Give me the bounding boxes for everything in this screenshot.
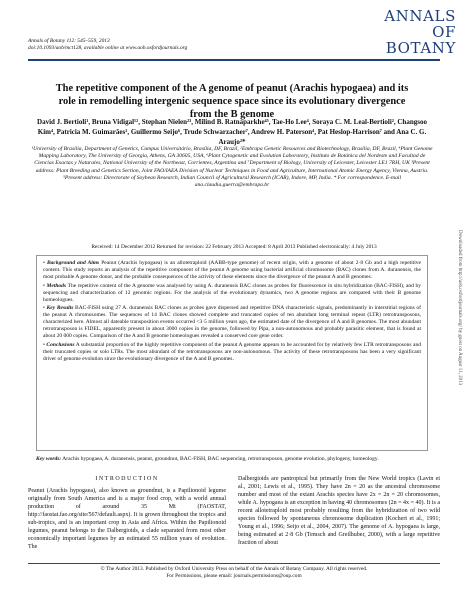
body-column-left [28, 475, 226, 551]
abstract-lead: Background and Aims [46, 260, 100, 266]
logo-line-1: ANNALS OF [384, 7, 456, 41]
abstract-box [36, 255, 428, 451]
logo-line-2: BOTANY [385, 39, 456, 57]
keywords [36, 456, 428, 463]
copyright-footer [28, 563, 440, 579]
journal-line-2: doi:10.1093/aob/mct128, available online at www.aob.oxfordjournals.org [28, 45, 188, 51]
copyright-line: © The Author 2013. Published by Oxford University Press on behalf of the Annals of Botany Company. All rights reserved. [100, 566, 368, 572]
intro-paragraph: Peanut (Arachis hypogaea), also known as groundnut, is a Papilionoid legume originally from South America and is a major food crop, with a world annual production of around 35 Mt (FAOSTAT, http://faostat.fao.org/site/567/default.aspx). It is grown throughout the tropics and sub-tropics, and is an important crop in Asia and Africa. Within the Papilionoid legumes, peanut belongs to the Dalbergioids, a clade separated from most other economically important legumes by an estimated 55 million years of evolution. The [28, 488, 226, 550]
abstract-paragraph: • Background and Aims Peanut (Arachis hypogaea) is an allotetraploid (AABB-type genome) of recent origin, with a genome of about 2·8 Gb and a high repetitive content. This study reports an analysis of the repetitive component of the peanut A genome using bacterial artificial chromosome (BAC) clones from A. duranensis, the most probable A genome donor, and the probable consequences of the activity of these elements since the divergence of the peanut A and B genomes. [43, 260, 421, 280]
abstract-paragraph: • Key Results BAC-FISH using 27 A. duranensis BAC clones as probes gave dispersed and repetitive DNA characteristic signals, predominantly in interstitial regions of the peanut A chromosomes. The sequences of 14 BAC clones showed complete and truncated copies of ten abundant long terminal repeat (LTR) retrotransposons, characterized here. Almost all dateable transposition events occurred <3·5 million years ago, the estimated date of the divergence of A and B genomes. The most abundant retrotransposon is FIDEL, apparently present in about 3000 copies in the genome, followed by Pipa, a non-autonomous and probably parasitic element, that is found at about 20 000 copies. Comparison of the A and B genome homeologues revealed a conserved core gene order. [43, 305, 422, 340]
abstract-paragraph: • Conclusions A substantial proportion of the highly repetitive component of the peanut A genome appears to be accounted for by relatively few LTR retrotransposons and their truncated copies or solo LTRs. The most abundant of the retrotransposons are non-autonomous. The activity of these retrotransposons has been a very significant driver of genome evolution since the evolutionary divergence of the A and B genomes. [43, 341, 421, 362]
abstract-lead: Conclusions [46, 341, 75, 348]
publication-history: Received: 14 December 2012 Returned for revision: 22 February 2013 Accepted: 8 April 2013 Published electronically: 4 July 2013 [91, 244, 377, 250]
download-watermark: Downloaded from http://aob.oxfordjournals.org/ by guest on August 11, 2013 [457, 230, 462, 386]
journal-line-1: Annals of Botany 112: 545–559, 2013 [28, 38, 110, 44]
keywords-label: Key words: [36, 456, 62, 462]
journal-citation [28, 38, 328, 52]
keywords-text: Arachis hypogaea, A. duranensis, peanut, groundnut, BAC-FISH, BAC sequencing, retrotransposon, genome evolution, phylogeny, homeology. [62, 456, 379, 462]
abstract-text: A substantial proportion of the highly repetitive component of the peanut A genome appears to be accounted for by relatively few LTR retrotransposons and their truncated copies or solo LTRs. The most abundant of the retrotransposons are non-autonomous. The activity of these retrotransposons has been a very significant driver of genome evolution since the evolutionary divergence of the A and B genomes. [43, 341, 421, 362]
abstract-lead: Methods [46, 282, 67, 289]
intro-paragraph-continued: Dalbergioids are pantropical but primarily from the New World tropics (Lavin et al., 2001; Lewis et al., 1995). They have 2n = 20 as the ancestral chromosome number and most of the extant Arachis species have 2x = 2n = 20 chromosomes, while A. hypogaea is an exception in having 40 chromosomes (2n = 4x = 40). It is a recent allotetraploid most probably resulting from the hybridization of two wild species followed by spontaneous chromosome duplication (Kochert et al., 1991; Young et al., 1996; Seijo et al., 2004, 2007). The genome of A. hypogaea is large, being estimated at 2·8 Gb (Temsch and Greilhuber, 2000), with a large repetitive fraction of about [238, 476, 440, 546]
abstract-paragraph: • Methods The repetitive content of the A genome was analysed by using A. duranensis BAC clones as probes for fluorescence in situ hybridization (BAC-FISH), and by sequencing and characterization of 12 genomic regions. For the analysis of the evolutionary dynamics, two A genome regions are compared with their B genome homeologues. [43, 282, 421, 303]
abstract-lead: Key Results [46, 305, 74, 312]
body-column-right [238, 475, 440, 547]
affiliations: ¹University of Brasília, Department of Genetics, Campus Universitário, Brasília, DF, Brazil, ²Embrapa Genetic Resources and Biotechnology, Brasília, DF, Brazil, ⁴Plant Genome Mapping Laboratory, The University of Georgia, Athens, GA 30605, USA, ⁶Plant Cytogenetic and Evolution Laboratory, Instituto de Botánica del Nordeste and Facultad de Ciencias Exactas y Naturales, National University of the Northeast, Corrientes, Argentina and ⁷Department of Biology, University of Leicester, Leicester LE1 7RH, UK ³Present address: Plant Breeding and Genetics Section, Joint FAO/IAEA Division of Nuclear Techniques in Food and Agriculture, International Atomic Energy Agency, Vienna, Austria. ⁵Present address: Directorate of Soybean Research, Indian Council of Agricultural Research (ICAR), Indore, MP, India. * For correspondence. E-mail ana.claudia.guerra@embrapa.br [31, 146, 433, 189]
author-list: David J. Bertioli¹, Bruna Vidigal¹², Stephan Nielen²³, Milind B. Ratnaparkhe⁴⁵, Tae-Ho Lee⁴, Soraya C. M. Leal-Bertioli², Changsoo Kim⁴, Patricia M. Guimarães², Guillermo Seijo⁶, Trude Schwarzacher⁷, Andrew H. Paterson⁴, Pat Heslop-Harrison⁷ and Ana C. G. Araujo²* [37, 118, 427, 146]
header-rule [28, 59, 440, 61]
permissions-line: For Permissions, please email: journals.permissions@oup.com [166, 572, 302, 579]
abstract-text: BAC-FISH using 27 A. duranensis BAC clones as probes gave dispersed and repetitive DNA characteristic signals, predominantly in interstitial regions of the peanut A chromosomes. The sequences of 14 BAC clones showed complete and truncated copies of ten abundant long terminal repeat (LTR) retrotransposons, characterized here. Almost all dateable transposition events occurred <3·5 million years ago, the estimated date of the divergence of A and B genomes. The most abundant retrotransposon is FIDEL, apparently present in about 3000 copies in the genome, followed by Pipa, a non-autonomous and probably parasitic element, that is found at about 20 000 copies. Comparison of the A and B genome homeologues revealed a conserved core gene order. [43, 305, 422, 340]
abstract-text: The repetitive content of the A genome was analysed by using A. duranensis BAC clones as probes for fluorescence in situ hybridization (BAC-FISH), and by sequencing and characterization of 12 genomic regions. For the analysis of the evolutionary dynamics, two A genome regions are compared with their B genome homeologues. [43, 282, 421, 303]
journal-logo [372, 8, 456, 56]
paper-title: The repetitive component of the A genome of peanut (Arachis hypogaea) and its role in remodelling intergenic sequence space since its evolutionary divergence from the B genome [55, 83, 409, 120]
abstract-text: Peanut (Arachis hypogaea) is an allotetraploid (AABB-type genome) of recent origin, with a genome of about 2·8 Gb and a high repetitive content. This study reports an analysis of the repetitive component of the peanut A genome using bacterial artificial chromosome (BAC) clones from A. duranensis, the most probable A genome donor, and the probable consequences of the activity of these elements since the divergence of the peanut A and B genomes. [43, 260, 421, 280]
section-heading: INTRODUCTION [95, 476, 159, 482]
